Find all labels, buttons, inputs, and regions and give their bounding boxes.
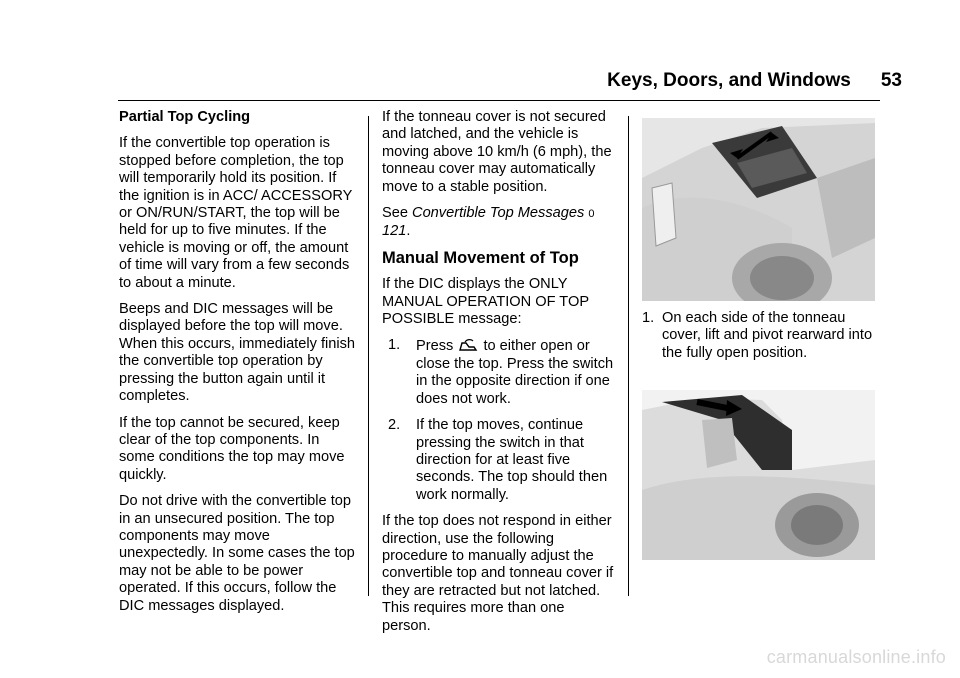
paragraph: If the tonneau cover is not secured and latched, and the vehicle is moving above 10 km/h (6 mph), the tonneau cover may automatically move to a stable position. xyxy=(382,109,612,195)
convertible-top-illustration xyxy=(642,390,875,560)
tonneau-pivot-illustration xyxy=(642,118,875,301)
step-number: 1. xyxy=(388,337,401,354)
convertible-car-icon xyxy=(642,390,875,560)
left-column xyxy=(119,109,357,624)
middle-column xyxy=(382,109,614,644)
see-prefix: See xyxy=(382,205,413,222)
column-divider xyxy=(368,116,369,596)
cross-reference xyxy=(382,205,614,241)
paragraph: Do not drive with the convertible top in an unsecured position. The top components may move unexpectedly. In some cases the top may not be able to be power operated. If this occurs, follow the DIC messages displayed. xyxy=(119,493,355,614)
subheading: Partial Top Cycling xyxy=(119,109,251,125)
step-text: Press xyxy=(416,338,454,355)
caption-text: On each side of the tonneau cover, lift and pivot rearward into the fully open position. xyxy=(662,310,873,361)
paragraph: Beeps and DIC messages will be displayed before the top will move. When this occurs, immediately finish the convertible top operation by pressing the button again until it completes. xyxy=(119,301,356,405)
convertible-top-switch-icon xyxy=(458,337,478,353)
header-title: Keys, Doors, and Windows xyxy=(607,70,851,91)
column-divider xyxy=(628,116,629,596)
watermark: carmanualsonline.info xyxy=(766,647,946,667)
page-header xyxy=(607,70,902,92)
caption-number: 1. xyxy=(642,310,655,326)
step-text: to either open or close the top. Press the switch in the opposite direction if one does not work. xyxy=(416,338,614,407)
steps-list xyxy=(382,337,614,504)
header-rule xyxy=(118,100,880,101)
list-item xyxy=(382,417,614,504)
paragraph: If the DIC displays the ONLY MANUAL OPERATION OF TOP POSSIBLE message: xyxy=(382,276,589,328)
section-heading: Manual Movement of Top xyxy=(382,248,579,267)
paragraph: If the top does not respond in either direction, use the following procedure to manually adjust the convertible top and tonneau cover if they are retracted but not latched. This requires more than one person. xyxy=(382,513,614,634)
step-number: 2. xyxy=(388,417,401,434)
figure-caption xyxy=(642,310,878,362)
paragraph: If the top cannot be secured, keep clear of the top components. In some conditions the top may move quickly. xyxy=(119,414,345,483)
step-text: If the top moves, continue pressing the switch in that direction for at least five seconds. The top should then work normally. xyxy=(416,417,608,503)
paragraph: If the convertible top operation is stopped before completion, the top will temporarily hold its position. If the ignition is in ACC/ ACCESSORY or ON/RUN/START, the top will be held for up to five minutes. If the vehicle is moving or off, the amount of time will vary from a few seconds to about a minute. xyxy=(119,135,353,291)
see-page[interactable]: 121 xyxy=(382,223,407,240)
tonneau-illustration-icon xyxy=(642,118,875,301)
right-column xyxy=(642,118,878,560)
page-number: 53 xyxy=(880,70,902,91)
page-ref-arrow-icon: 0 xyxy=(588,208,595,221)
list-item xyxy=(382,337,614,408)
see-link[interactable]: Convertible Top Messages xyxy=(412,205,585,222)
see-suffix: . xyxy=(406,223,411,240)
